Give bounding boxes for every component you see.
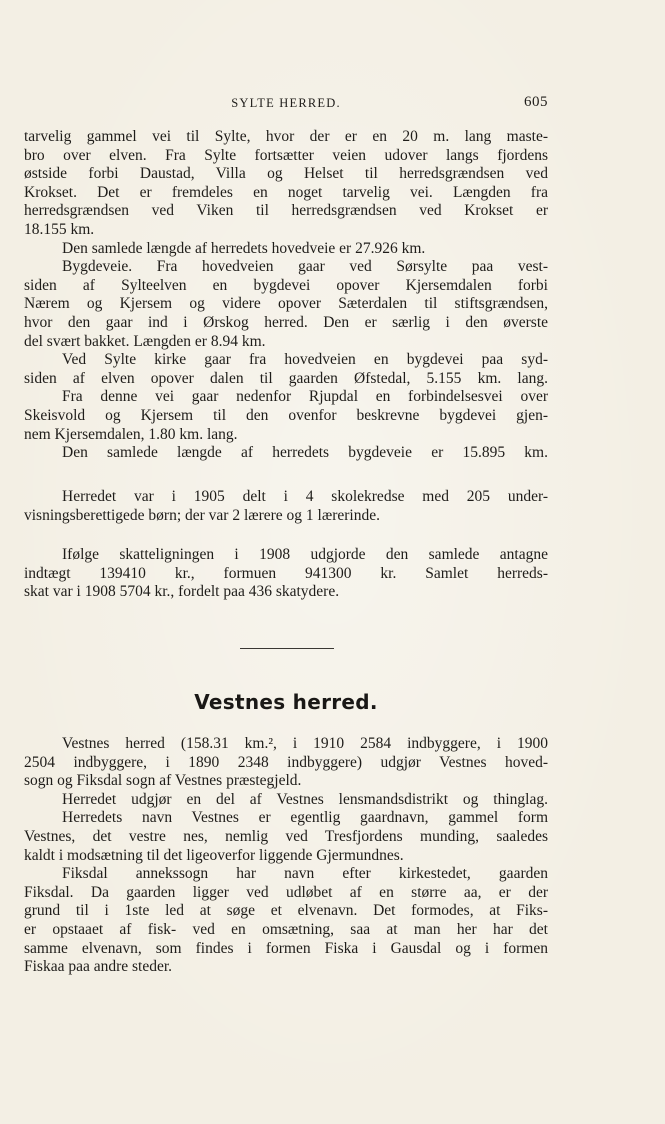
text-line: skat var i 1908 5704 kr., fordelt paa 436 skatydere. <box>24 583 340 601</box>
text-line: nem Kjersemdalen, 1.80 km. lang. <box>24 425 238 443</box>
text-line: er opstaaet af fisk- ved en omsætning, saa at man her har det <box>24 920 548 938</box>
text-line: Fra denne vei gaar nedenfor Rjupdal en forbindelsesvei over <box>62 388 548 406</box>
section-heading: Vestnes herred. <box>194 690 378 714</box>
text-line: Den samlede længde af herredets hovedveie er 27.926 km. <box>62 239 426 257</box>
text-line: Den samlede længde af herredets bygdeveie er 15.895 km. <box>62 444 548 462</box>
text-line: østside forbi Daustad, Villa og Helset til herredsgrændsen ved <box>24 165 548 183</box>
text-line: Fiksdal. Da gaarden ligger ved udløbet af en større aa, er der <box>24 883 548 901</box>
text-line: siden af elven opover dalen til gaarden Øfstedal, 5.155 km. lang. <box>24 369 548 387</box>
text-line: herredsgrændsen ved Viken til herredsgrændsen ved Krokset er <box>24 202 548 220</box>
page-header <box>24 94 548 114</box>
text-line: Herredets navn Vestnes er egentlig gaardnavn, gammel form <box>62 809 548 827</box>
text-line: tarvelig gammel vei til Sylte, hvor der er en 20 m. lang maste- <box>24 128 548 145</box>
text-line: Krokset. Det er fremdeles en noget tarvelig vei. Længden fra <box>24 183 548 201</box>
paragraph-taxes <box>24 546 548 602</box>
text-line: del svært bakket. Længden er 8.94 km. <box>24 332 266 350</box>
text-line: Ved Sylte kirke gaar fra hovedveien en bygdevei paa syd- <box>62 351 548 369</box>
text-line: Fiskaa paa andre steder. <box>24 958 173 976</box>
paragraph-roads <box>24 128 548 463</box>
text-line: 18.155 km. <box>24 220 95 238</box>
paragraph-vestnes <box>24 735 548 977</box>
text-line: Vestnes herred (158.31 km.², i 1910 2584 indbyggere, i 1900 <box>62 735 548 752</box>
section-divider <box>240 648 334 649</box>
text-line: 2504 indbyggere, i 1890 2348 indbyggere) udgjør Vestnes hoved- <box>24 753 548 771</box>
running-title: SYLTE HERRED. <box>231 96 341 110</box>
text-line: Herredet udgjør en del af Vestnes lensmandsdistrikt og thinglag. <box>62 790 548 808</box>
text-line: samme elvenavn, som findes i formen Fiska i Gausdal og i formen <box>24 939 548 957</box>
text-line: siden af Sylteelven en bygdevei opover Kjersemdalen forbi <box>24 276 548 294</box>
text-line: Nærem og Kjersem og videre opover Sæterdalen til stiftsgrændsen, <box>24 295 548 313</box>
paragraph-schools <box>24 488 548 525</box>
text-line: kaldt i modsætning til det ligeoverfor liggende Gjermundnes. <box>24 846 404 864</box>
text-line: Ifølge skatteligningen i 1908 udgjorde den samlede antagne <box>62 546 548 563</box>
text-line: indtægt 139410 kr., formuen 941300 kr. Samlet herreds- <box>24 564 548 582</box>
text-line: Herredet var i 1905 delt i 4 skolekredse med 205 under- <box>62 488 548 505</box>
text-line: Bygdeveie. Fra hovedveien gaar ved Sørsylte paa vest- <box>62 258 548 276</box>
page-number: 605 <box>524 94 548 110</box>
text-line: Skeisvold og Kjersem til den ovenfor beskrevne bygdevei gjen- <box>24 406 548 424</box>
text-line: Fiksdal annekssogn har navn efter kirkestedet, gaarden <box>62 865 548 883</box>
text-line: sogn og Fiksdal sogn af Vestnes præstegjeld. <box>24 772 302 790</box>
text-line: bro over elven. Fra Sylte fortsætter veien udover langs fjordens <box>24 146 548 164</box>
text-line: grund til i 1ste led at søge et elvenavn. Det formodes, at Fiks- <box>24 902 548 920</box>
text-line: visningsberettigede børn; der var 2 lærere og 1 lærerinde. <box>24 506 380 524</box>
text-line: hvor den gaar ind i Ørskog herred. Den er særlig i den øverste <box>24 313 548 331</box>
text-line: Vestnes, det vestre nes, nemlig ved Tresfjordens munding, saaledes <box>24 827 548 845</box>
